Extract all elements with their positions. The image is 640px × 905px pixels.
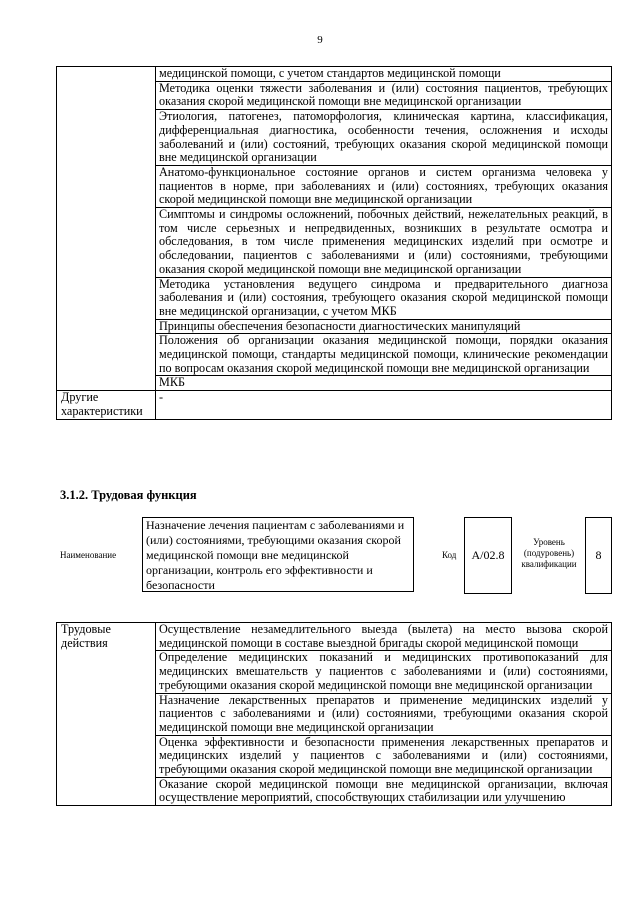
table-cell: Назначение лекарственных препаратов и применение медицинских изделий у пациентов с заболеваниями и (или) состояниями, требующими оказания скорой медицинской помощи вне медицинской организации bbox=[156, 693, 612, 735]
table-cell: Оценка эффективности и безопасности применения лекарственных препаратов и медицинских изделий у пациентов с заболеваниями и (или) состояниями, требующими оказания скорой медицинской помощи вне медицинской организации bbox=[156, 735, 612, 777]
table-cell: Оказание скорой медицинской помощи вне медицинской организации, включая осуществление мероприятий, способствующих стабилизации или улучшению bbox=[156, 777, 612, 805]
page-number: 9 bbox=[317, 34, 323, 46]
table-row bbox=[57, 67, 612, 82]
table-cell: медицинской помощи, с учетом стандартов медицинской помощи bbox=[156, 67, 612, 82]
name-label: Наименование bbox=[60, 550, 117, 560]
level-box: 8 bbox=[585, 517, 612, 594]
table-cell: Положения об организации оказания медицинской помощи, порядки оказания медицинской помощи, стандарты медицинской помощи, клинические рекомендации по вопросам оказания скорой медицинской помощи вне медицинской организации bbox=[156, 334, 612, 376]
knowledge-table bbox=[56, 66, 612, 420]
other-characteristics-label: Другие характеристики bbox=[57, 391, 156, 419]
level-label: Уровень (подуровень) квалификации bbox=[521, 537, 577, 569]
empty-label-cell bbox=[57, 67, 156, 391]
actions-table bbox=[56, 622, 612, 806]
table-cell: Симптомы и синдромы осложнений, побочных действий, нежелательных реакций, в том числе серьезных и непредвиденных, возникших в результате осмотра и обследования, в том числе применения медицинских изделий при осмотре и обследовании, пациентов с заболеваниями и (или) состояниями, требующими оказания скорой медицинской помощи вне медицинской организации bbox=[156, 208, 612, 278]
table-cell: Этиология, патогенез, патоморфология, клиническая картина, классификация, дифференциальная диагностика, особенности течения, осложнения и исходы заболеваний и (или) состояний, требующих оказания скорой медицинской помощи вне медицинской организации bbox=[156, 110, 612, 166]
table-cell: МКБ bbox=[156, 376, 612, 391]
other-characteristics-value: - bbox=[156, 391, 612, 419]
code-label: Код bbox=[442, 550, 457, 560]
table-cell: Анатомо-функциональное состояние органов и систем организма человека у пациентов в норме, при заболеваниях и (или) состояниях, требующих оказания скорой медицинской помощи вне медицинской организации bbox=[156, 165, 612, 207]
table-cell: Методика установления ведущего синдрома и предварительного диагноза заболевания и (или) состояния, требующего оказания скорой медицинской помощи вне медицинской организации, с учетом МКБ bbox=[156, 277, 612, 319]
table-cell: Осуществление незамедлительного выезда (вылета) на место вызова скорой медицинской помощи в составе выездной бригады скорой медицинской помощи bbox=[156, 623, 612, 651]
table-row bbox=[57, 391, 612, 419]
function-name-box: Назначение лечения пациентам с заболеваниями и (или) состояниями, требующими оказания скорой медицинской помощи вне медицинской организации, контроль его эффективности и безопасности bbox=[142, 517, 414, 592]
labor-actions-label: Трудовые действия bbox=[57, 623, 156, 806]
table-cell: Принципы обеспечения безопасности диагностических манипуляций bbox=[156, 319, 612, 334]
table-cell: Определение медицинских показаний и медицинских противопоказаний для медицинских вмешательств у пациентов с заболеваниями и (или) состояниями, требующими оказания скорой медицинской помощи вне медицинской организации bbox=[156, 651, 612, 693]
section-title: 3.1.2. Трудовая функция bbox=[60, 488, 197, 502]
table-cell: Методика оценки тяжести заболевания и (или) состояния пациентов, требующих оказания скорой медицинской помощи вне медицинской организации bbox=[156, 81, 612, 109]
code-box: A/02.8 bbox=[464, 517, 512, 594]
table-row bbox=[57, 623, 612, 651]
